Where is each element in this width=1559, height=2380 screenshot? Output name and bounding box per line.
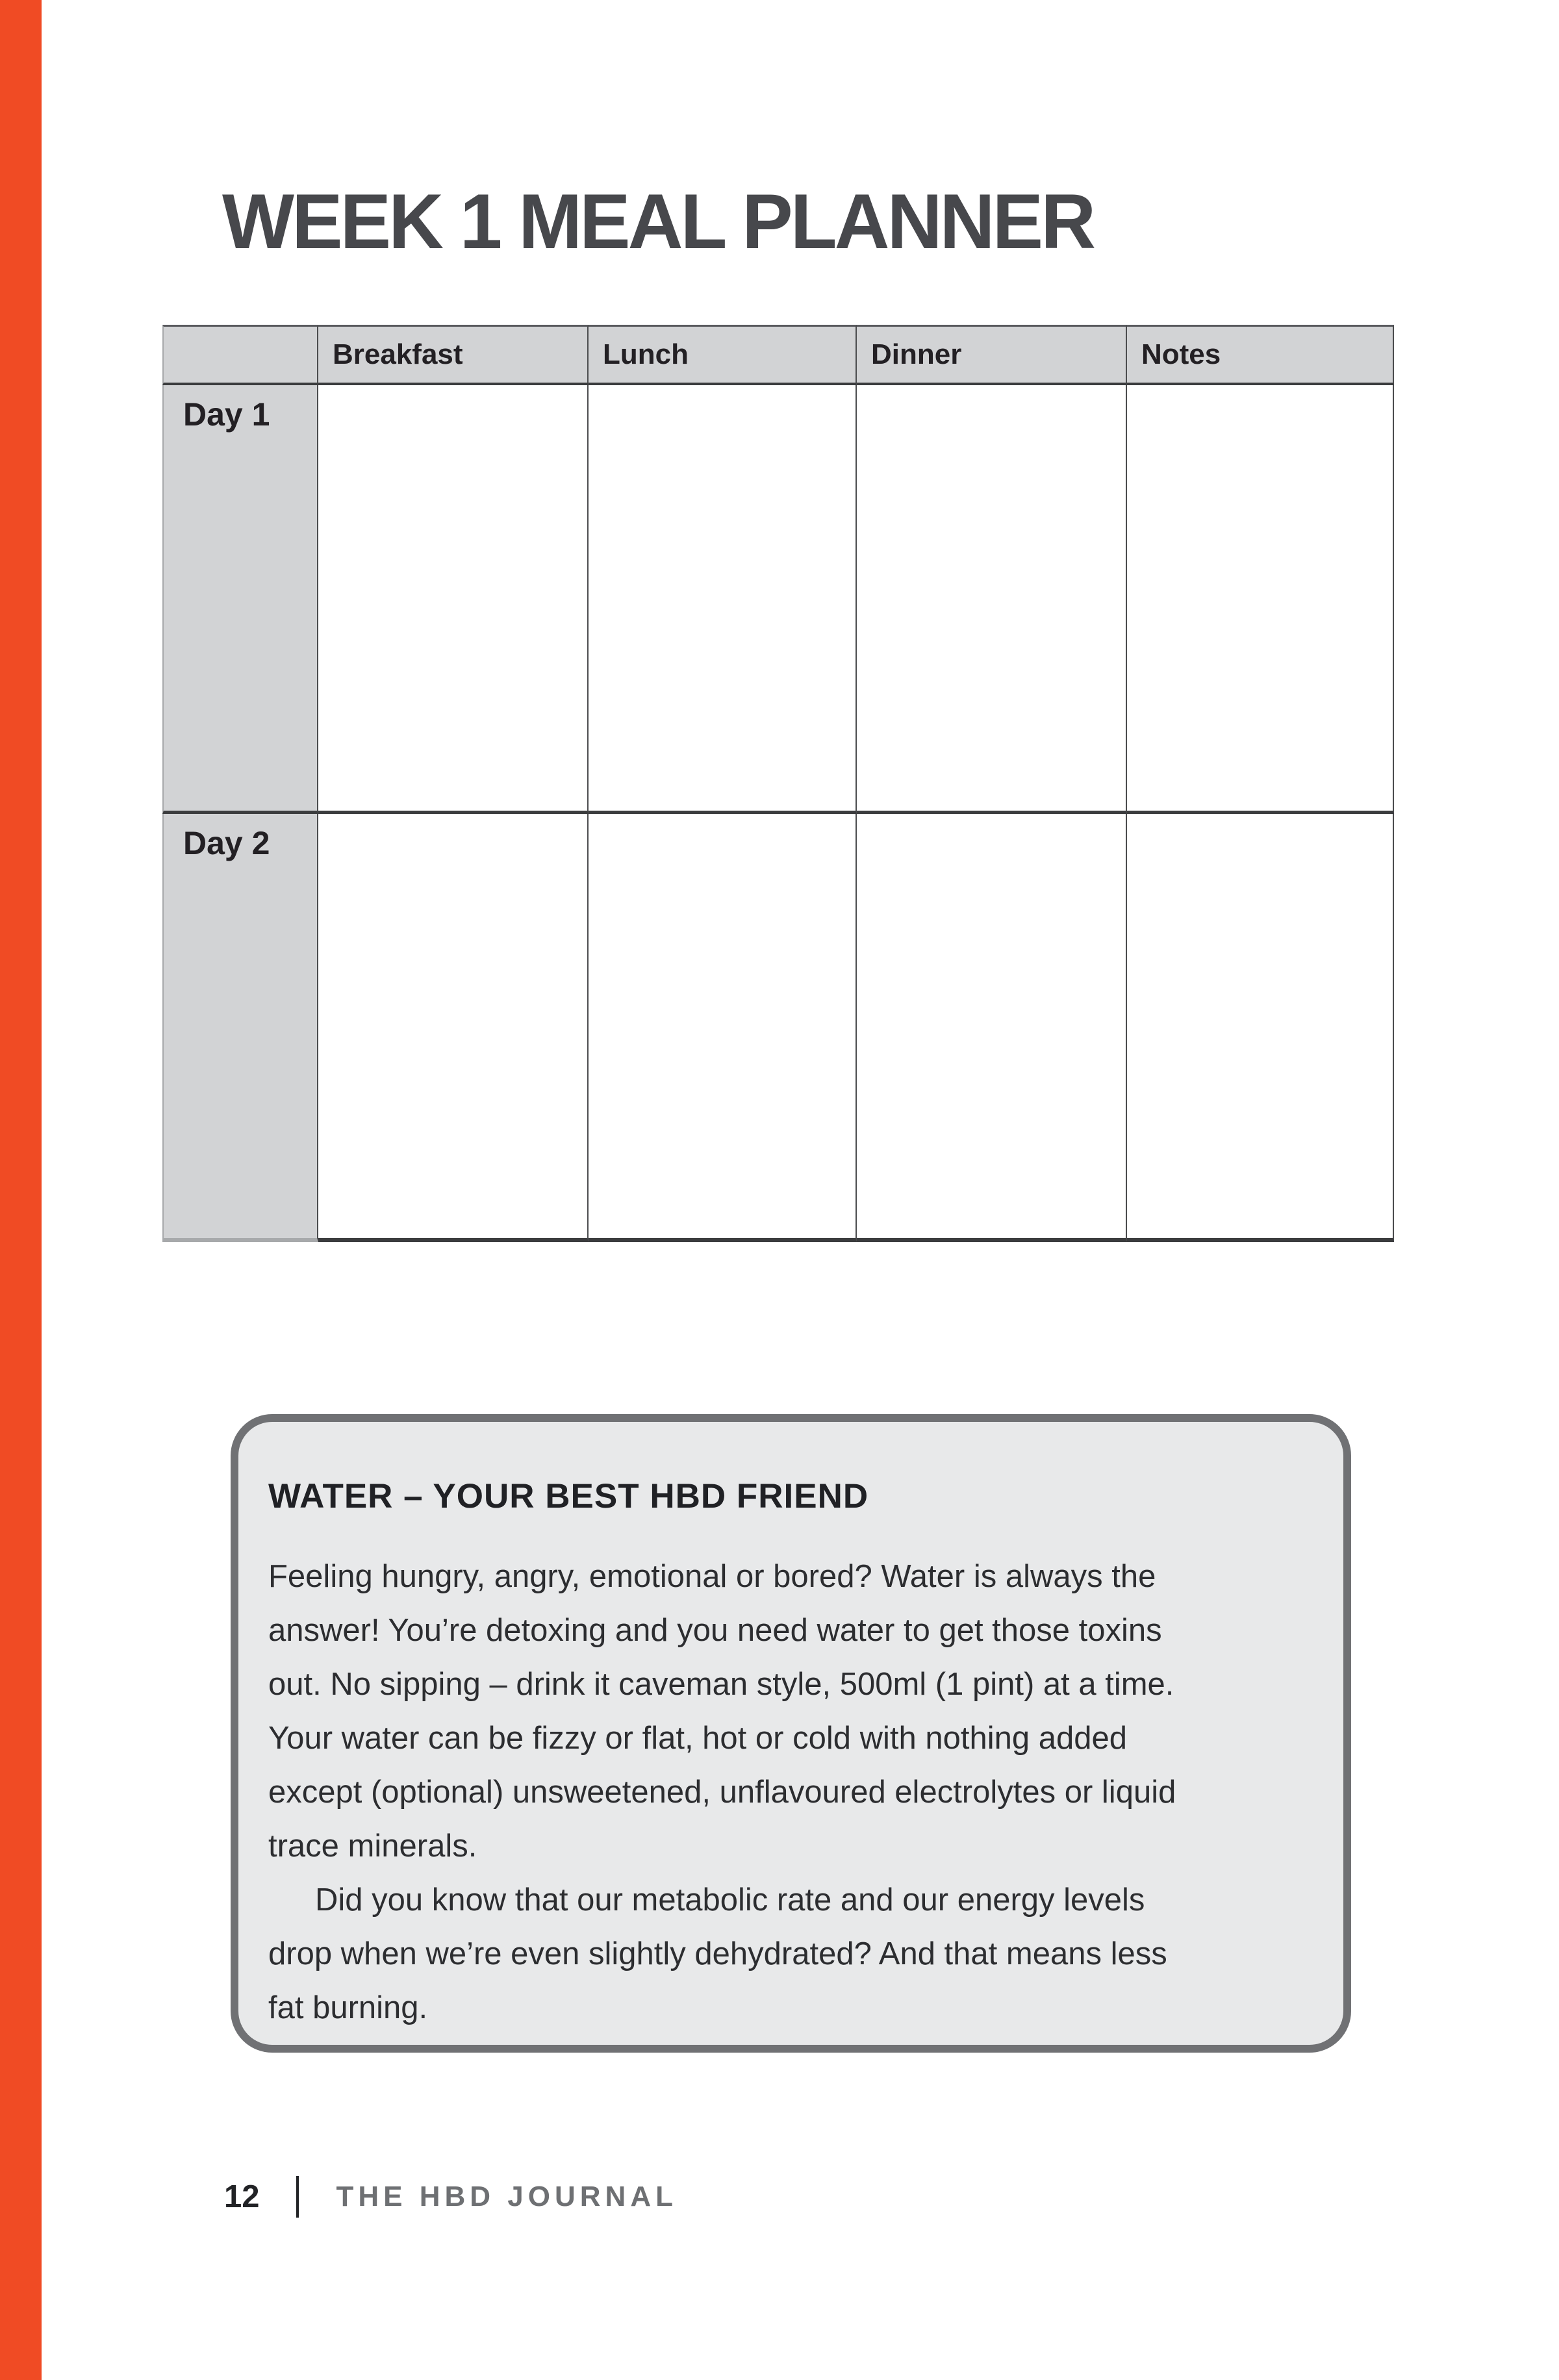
water-tip-line: out. No sipping – drink it caveman style, 500ml (1 pint) at a time. xyxy=(268,1667,1174,1702)
meal-cell-day1-breakfast xyxy=(318,385,589,814)
table-corner-cell xyxy=(162,325,318,385)
meal-cell-day2-breakfast xyxy=(318,814,589,1242)
footer-divider xyxy=(296,2176,299,2218)
water-tip-line: Feeling hungry, angry, emotional or bored? Water is always the xyxy=(268,1559,1156,1594)
row-label-day-1: Day 1 xyxy=(162,385,318,814)
column-header-lunch: Lunch xyxy=(589,325,857,385)
page-title: WEEK 1 MEAL PLANNER xyxy=(222,178,1094,265)
column-header-notes: Notes xyxy=(1127,325,1394,385)
meal-cell-day2-lunch xyxy=(589,814,857,1242)
meal-cell-day2-notes xyxy=(1127,814,1394,1242)
meal-cell-day1-dinner xyxy=(857,385,1127,814)
page-edge-accent-stripe xyxy=(0,0,42,2380)
meal-cell-day1-notes xyxy=(1127,385,1394,814)
water-tip-line: trace minerals. xyxy=(268,1829,477,1864)
meal-cell-day2-dinner xyxy=(857,814,1127,1242)
water-tip-line: fat burning. xyxy=(268,1990,428,2025)
water-tip-box xyxy=(231,1414,1351,2053)
journal-title: THE HBD JOURNAL xyxy=(336,2181,678,2212)
water-tip-line: answer! You’re detoxing and you need water to get those toxins xyxy=(268,1613,1162,1648)
page-number: 12 xyxy=(224,2179,260,2214)
water-tip-line: Did you know that our metabolic rate and our energy levels xyxy=(315,1882,1145,1918)
column-header-dinner: Dinner xyxy=(857,325,1127,385)
page-footer xyxy=(224,2171,678,2223)
water-tip-line: Your water can be fizzy or flat, hot or cold with nothing added xyxy=(268,1721,1127,1756)
column-header-breakfast: Breakfast xyxy=(318,325,589,385)
meal-cell-day1-lunch xyxy=(589,385,857,814)
water-tip-line: except (optional) unsweetened, unflavoured electrolytes or liquid xyxy=(268,1775,1176,1810)
water-tip-line: drop when we’re even slightly dehydrated? And that means less xyxy=(268,1936,1167,1971)
water-tip-heading: WATER – YOUR BEST HBD FRIEND xyxy=(268,1477,869,1515)
row-label-day-2: Day 2 xyxy=(162,814,318,1242)
meal-planner-table xyxy=(162,325,1394,1242)
